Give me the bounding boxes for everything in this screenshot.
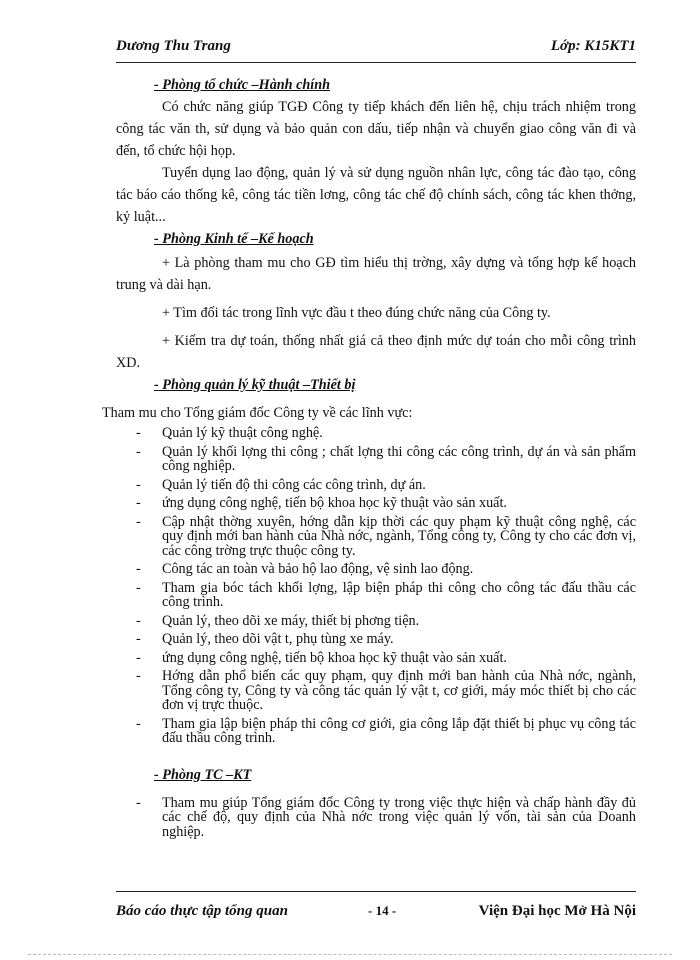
footer-rule	[116, 891, 636, 892]
list-item: - ứng dụng công nghệ, tiến bộ khoa học kỹ thuật vào sản xuất.	[116, 651, 636, 666]
list-item: - Quản lý tiến độ thi công các công trình, dự án.	[116, 478, 636, 493]
list-item: - Công tác an toàn và bảo hộ lao động, vệ sinh lao động.	[116, 562, 636, 577]
paragraph: + Là phòng tham mu cho GĐ tìm hiểu thị trờng, xây dựng và tổng hợp kế hoạch trung và dài hạn.	[116, 255, 636, 293]
section-title: - Phòng TC –KT	[154, 766, 252, 783]
page-edge-divider	[28, 954, 672, 955]
list-item: - Tham mu giúp Tổng giám đốc Công ty trong việc thực hiện và chấp hành đầy đủ các chế độ, quy định của Nhà nớc trong việc quản lý vốn, tài sản của Doanh nghiệp.	[116, 796, 636, 840]
page-header	[116, 38, 636, 60]
paragraph: Tuyển dụng lao động, quản lý và sử dụng nguồn nhân lực, công tác đào tạo, công tác báo cáo thống kê, công tác tiền lơng, công tác chế độ chính sách, công tác khen thởng, kỷ luật...	[116, 165, 636, 225]
dash-list	[116, 796, 636, 840]
section-title: - Phòng Kinh tế –Kế hoạch	[154, 231, 314, 247]
page-number: - 14 -	[368, 903, 397, 918]
header-author: Dương Thu Trang	[116, 38, 231, 54]
list-item: - Quản lý, theo dõi xe máy, thiết bị phơng tiện.	[116, 614, 636, 629]
list-item: - Quản lý khối lợng thi công ; chất lợng thi công các công trình, dự án và sản phẩm công nghiệp.	[116, 445, 636, 474]
footer-right: Viện Đại học Mở Hà Nội	[478, 903, 636, 919]
list-item: - Quản lý kỹ thuật công nghệ.	[116, 426, 636, 441]
spacer	[116, 786, 636, 796]
section-title: - Phòng tổ chức –Hành chính	[154, 77, 331, 93]
dash-list	[116, 426, 636, 746]
list-item: - ứng dụng công nghệ, tiến bộ khoa học kỹ thuật vào sản xuất.	[116, 496, 636, 511]
section-title: - Phòng quản lý kỹ thuật –Thiết bị	[154, 377, 356, 393]
paragraph: + Kiểm tra dự toán, thống nhất giá cả theo định mức dự toán cho mỗi công trình XD.	[116, 333, 636, 371]
list-item: - Tham gia lập biện pháp thi công cơ giới, gia công lắp đặt thiết bị phục vụ công tác đấu thầu công trình.	[116, 717, 636, 746]
header-rule	[116, 62, 636, 63]
paragraph: Có chức năng giúp TGĐ Công ty tiếp khách đến liên hệ, chịu trách nhiệm trong công tác văn th, sử dụng và bảo quản con dấu, tiếp nhận và chuyển giao công văn đi và đến, tổ chức hội họp.	[116, 99, 636, 159]
list-item: - Hớng dẫn phổ biến các quy phạm, quy định mới ban hành của Nhà nớc, ngành, Tổng công ty, Công ty và công tác quản lý vật t, cơ giới, máy móc thiết bị cho các đơn vị trực thuộc.	[116, 669, 636, 713]
list-item: - Cập nhật thờng xuyên, hớng dẫn kịp thời các quy phạm kỹ thuật công nghệ, các quy định mới ban hành của Nhà nớc, ngành, Tổng công ty, Công ty cho các đơn vị, các công trờng trực thuộc công ty.	[116, 515, 636, 559]
list-item: - Quản lý, theo dõi vật t, phụ tùng xe máy.	[116, 632, 636, 647]
page-footer	[116, 903, 636, 925]
header-class: Lớp: K15KT1	[550, 38, 636, 54]
paragraph: + Tìm đối tác trong lĩnh vực đầu t theo đúng chức năng của Công ty.	[162, 305, 551, 321]
paragraph: Tham mu cho Tổng giám đốc Công ty về các lĩnh vực:	[102, 405, 413, 421]
spacer	[116, 750, 636, 764]
footer-left: Báo cáo thực tập tổng quan	[116, 903, 288, 919]
page-body	[102, 74, 636, 843]
list-item: - Tham gia bóc tách khối lợng, lập biện pháp thi công cho công tác đấu thầu các công trình.	[116, 581, 636, 610]
